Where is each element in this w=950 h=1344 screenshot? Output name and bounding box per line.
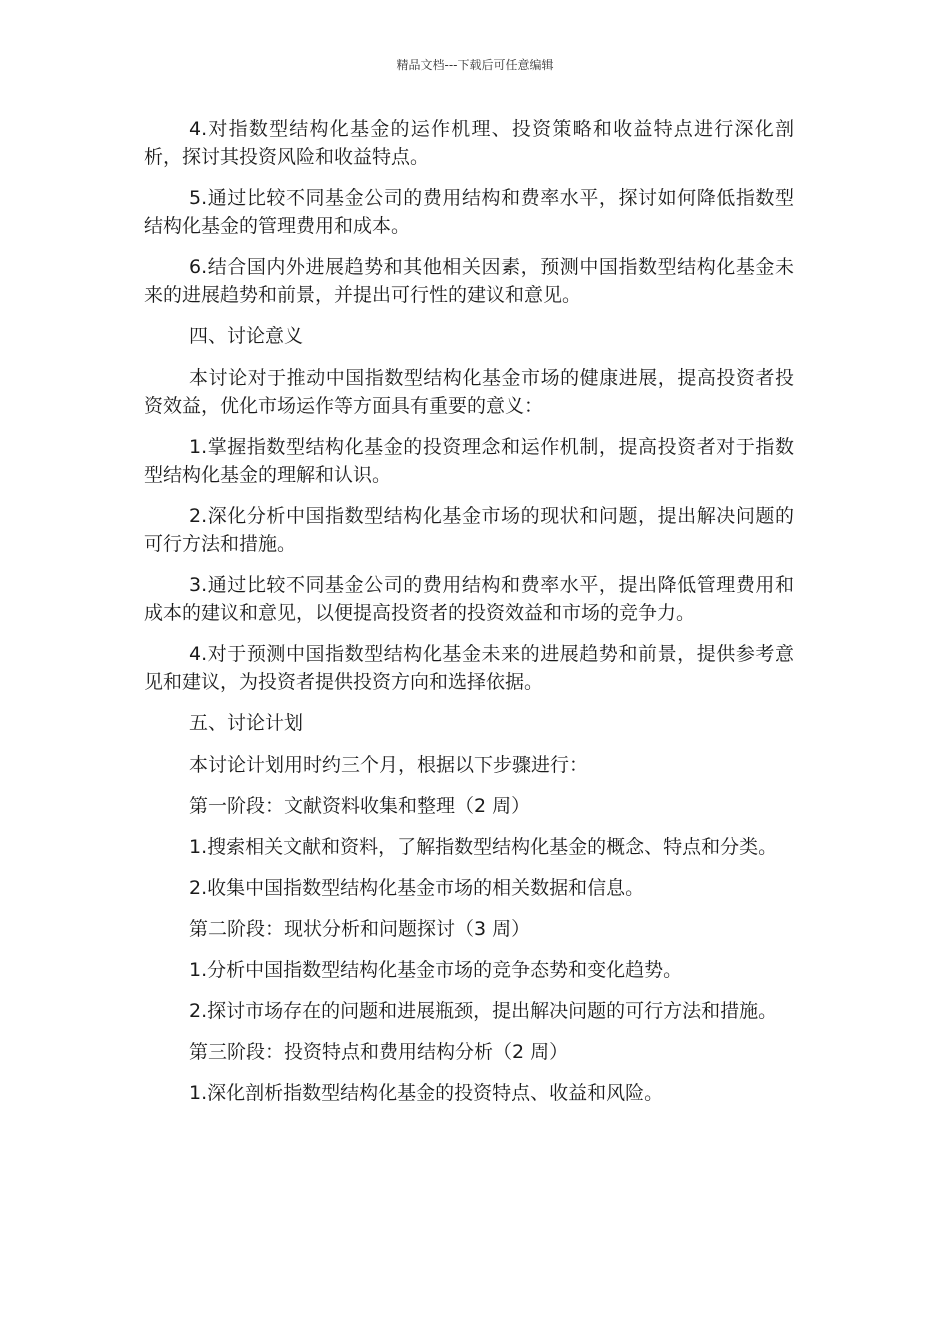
paragraph: 1.掌握指数型结构化基金的投资理念和运作机制，提高投资者对于指数型结构化基金的理解和认识。 [144, 436, 794, 486]
paragraph: 2.收集中国指数型结构化基金市场的相关数据和信息。 [189, 877, 645, 899]
paragraph: 1.深化剖析指数型结构化基金的投资特点、收益和风险。 [189, 1082, 664, 1104]
paragraph: 本讨论对于推动中国指数型结构化基金市场的健康进展，提高投资者投资效益，优化市场运作等方面具有重要的意义： [144, 367, 794, 417]
paragraph: 3.通过比较不同基金公司的费用结构和费率水平，提出降低管理费用和成本的建议和意见，以便提高投资者的投资效益和市场的竞争力。 [144, 574, 794, 624]
paragraph: 6.结合国内外进展趋势和其他相关因素，预测中国指数型结构化基金未来的进展趋势和前景，并提出可行性的建议和意见。 [144, 256, 794, 306]
section-heading: 四、讨论意义 [189, 325, 304, 347]
paragraph: 4.对指数型结构化基金的运作机理、投资策略和收益特点进行深化剖析，探讨其投资风险和收益特点。 [144, 118, 794, 168]
stage-heading: 第三阶段：投资特点和费用结构分析（2 周） [189, 1041, 569, 1063]
page-header: 精品文档---下载后可任意编辑 [396, 58, 554, 72]
section-heading: 五、讨论计划 [189, 712, 304, 734]
paragraph: 本讨论计划用时约三个月，根据以下步骤进行： [189, 754, 589, 776]
paragraph: 5.通过比较不同基金公司的费用结构和费率水平，探讨如何降低指数型结构化基金的管理费用和成本。 [144, 187, 794, 237]
paragraph: 1.搜索相关文献和资料，了解指数型结构化基金的概念、特点和分类。 [189, 836, 778, 858]
stage-heading: 第一阶段：文献资料收集和整理（2 周） [189, 795, 531, 817]
paragraph: 2.探讨市场存在的问题和进展瓶颈，提出解决问题的可行方法和措施。 [189, 1000, 778, 1022]
stage-heading: 第二阶段：现状分析和问题探讨（3 周） [189, 918, 531, 940]
document-body [144, 115, 794, 1120]
paragraph: 2.深化分析中国指数型结构化基金市场的现状和问题，提出解决问题的可行方法和措施。 [144, 505, 794, 555]
paragraph: 1.分析中国指数型结构化基金市场的竞争态势和变化趋势。 [189, 959, 683, 981]
paragraph: 4.对于预测中国指数型结构化基金未来的进展趋势和前景，提供参考意见和建议，为投资者提供投资方向和选择依据。 [144, 643, 794, 693]
